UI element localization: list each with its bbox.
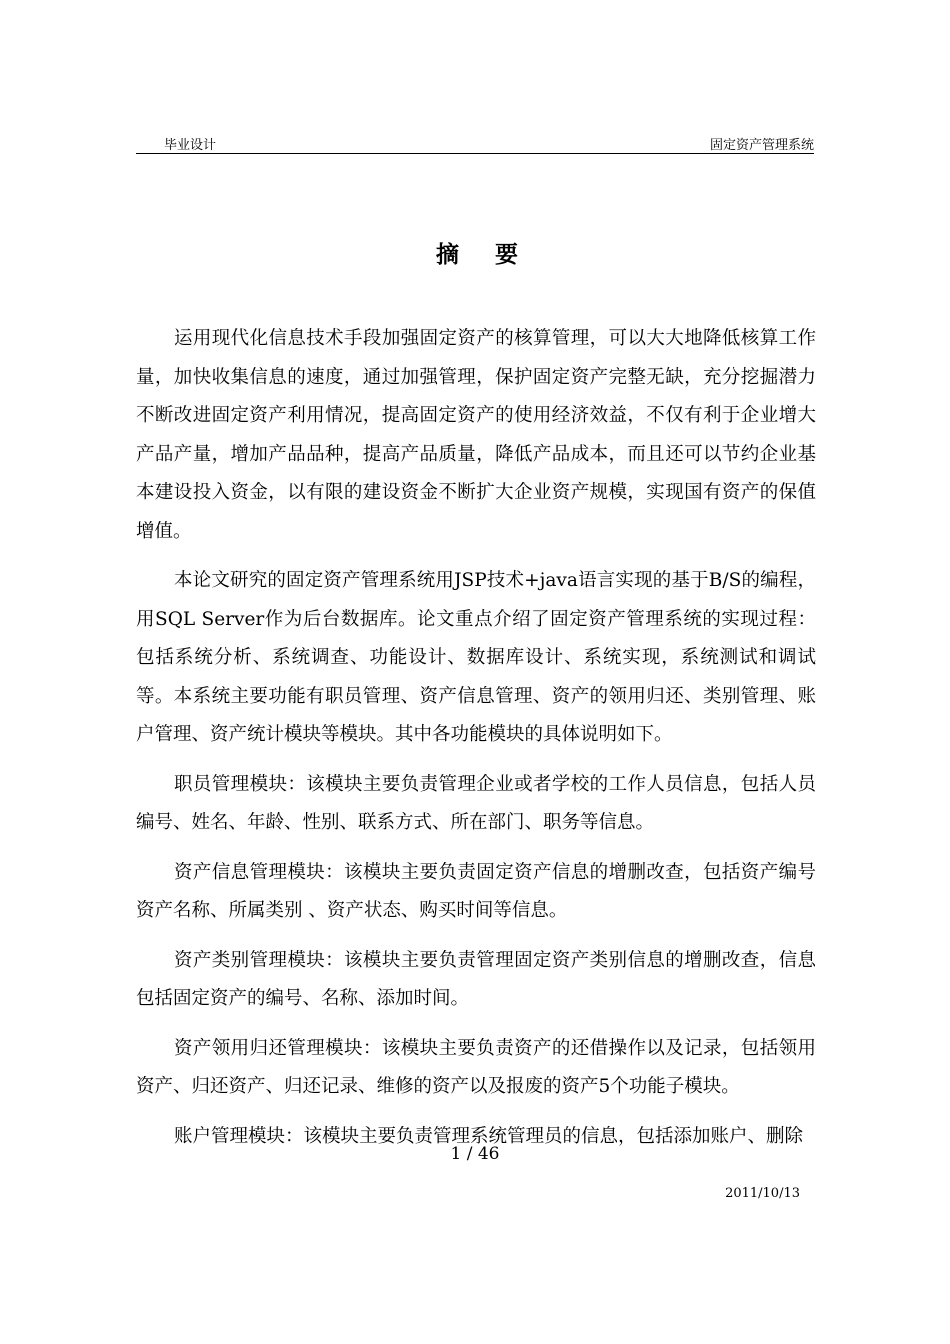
page-header bbox=[136, 133, 814, 154]
paragraph-system-overview: 本论文研究的固定资产管理系统用JSP技术+java语言实现的基于B/S的编程，用SQL Server作为后台数据库。论文重点介绍了固定资产管理系统的实现过程：包括系统分析、系统调查、功能设计、数据库设计、系统实现，系统测试和调试等。本系统主要功能有职员管理、资产信息管理、资产的领用归还、类别管理、账户管理、资产统计模块等模块。其中各功能模块的具体说明如下。 bbox=[136, 570, 816, 745]
header-left-text: 毕业设计 bbox=[164, 138, 217, 153]
header-right-text: 固定资产管理系统 bbox=[709, 138, 814, 153]
paragraph-asset-info-module: 资产信息管理模块：该模块主要负责固定资产信息的增删改查，包括资产编号资产名称、所属类别 、资产状态、购买时间等信息。 bbox=[136, 861, 816, 921]
paragraph-borrow-return-module: 资产领用归还管理模块：该模块主要负责资产的还借操作以及记录，包括领用资产、归还资产、归还记录、维修的资产以及报废的资产5个功能子模块。 bbox=[136, 1037, 816, 1097]
paragraph-category-module: 资产类别管理模块：该模块主要负责管理固定资产类别信息的增删改查，信息包括固定资产的编号、名称、添加时间。 bbox=[136, 949, 816, 1009]
abstract-body bbox=[136, 320, 816, 1167]
abstract-title: 摘 要 bbox=[435, 242, 532, 268]
paragraph-staff-module: 职员管理模块：该模块主要负责管理企业或者学校的工作人员信息，包括人员编号、姓名、年龄、性别、联系方式、所在部门、职务等信息。 bbox=[136, 773, 816, 833]
paragraph-account-module: 账户管理模块：该模块主要负责管理系统管理员的信息，包括添加账户、删除 bbox=[174, 1125, 804, 1147]
paragraph-intro: 运用现代化信息技术手段加强固定资产的核算管理，可以大大地降低核算工作量，加快收集信息的速度，通过加强管理，保护固定资产完整无缺，充分挖掘潜力不断改进固定资产利用情况，提高固定资产的使用经济效益，不仅有利于企业增大产品产量，增加产品品种，提高产品质量，降低产品成本，而且还可以节约企业基本建设投入资金，以有限的建设资金不断扩大企业资产规模，实现国有资产的保值增值。 bbox=[136, 328, 816, 542]
page-number: 1 / 46 bbox=[450, 1144, 500, 1164]
page-date: 2011/10/13 bbox=[725, 1186, 800, 1201]
